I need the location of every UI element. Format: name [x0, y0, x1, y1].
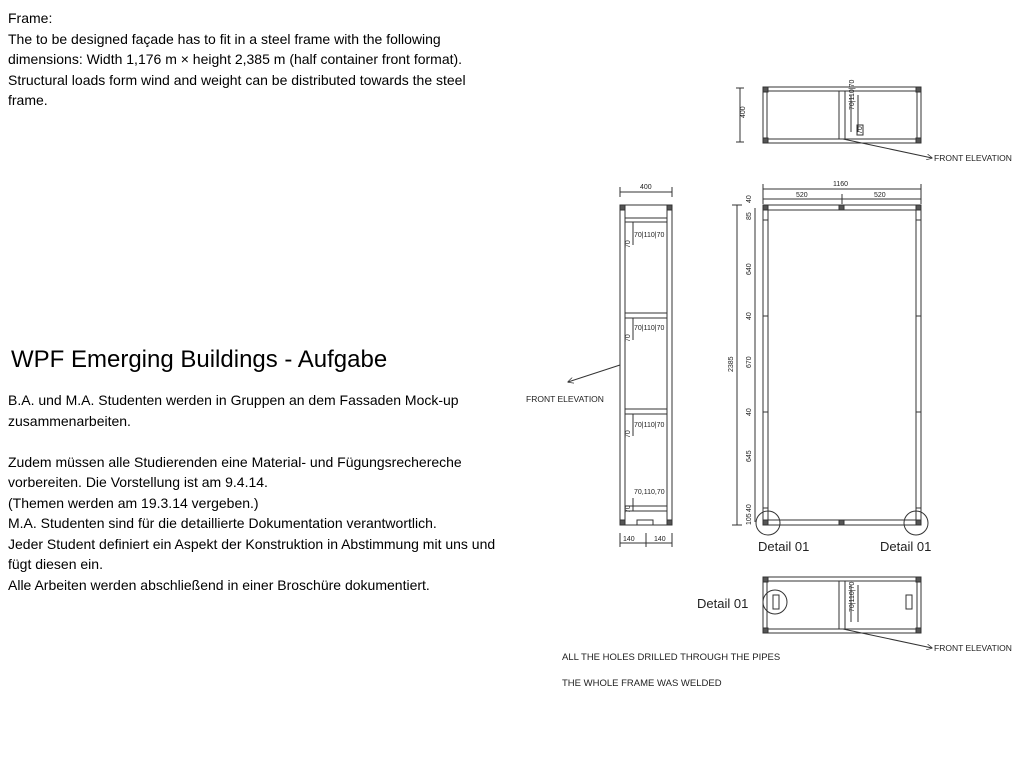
front-dim-670: 670 — [746, 356, 753, 368]
front-dim-1160: 1160 — [833, 181, 849, 188]
front-dim-85: 85 — [746, 212, 753, 220]
task-paragraph-4: M.A. Studenten sind für die detaillierte Dokumentation verantwortlich. — [8, 515, 437, 531]
side-dim-70-110-d: 70,110,70 — [634, 489, 665, 496]
top-plan-dim-400: 400 — [740, 106, 747, 118]
front-dim-40-b: 40 — [746, 312, 753, 320]
front-dim-520-right: 520 — [874, 192, 886, 199]
frame-text: The to be designed façade has to fit in a steel frame with the following dimensions: Width 1,176 m × height 2,385 m (half container front format). Structural loads form wind and weight can be distributed towards the steel frame. — [8, 30, 466, 108]
front-dim-520-left: 520 — [796, 192, 808, 199]
detail-label-right: Detail 01 — [880, 539, 932, 554]
bottom-plan-dim-70-110: 70|110|70 — [849, 581, 856, 612]
top-plan-view — [736, 87, 932, 158]
front-elevation-label-bottom: FRONT ELEVATION — [934, 643, 1012, 653]
side-dim-70-110-c: 70|110|70 — [634, 422, 665, 429]
top-plan-dim-70-110: 70|110|70 — [849, 79, 856, 110]
front-elevation-label-top: FRONT ELEVATION — [934, 153, 1012, 163]
top-plan-dim-70: 70 — [857, 126, 864, 134]
side-dim-400: 400 — [640, 184, 652, 191]
task-paragraph-6: Alle Arbeiten werden abschließend in einer Broschüre dokumentiert. — [8, 576, 430, 593]
task-paragraph-3: (Themen werden am 19.3.14 vergeben.) — [8, 494, 259, 511]
note-holes: ALL THE HOLES DRILLED THROUGH THE PIPES — [562, 652, 781, 663]
front-dim-105: 105 — [746, 513, 753, 525]
side-dim-70-110-a: 70|110|70 — [634, 232, 665, 239]
side-dim-70-c: 70 — [625, 430, 632, 438]
side-dim-70-a: 70 — [625, 240, 632, 248]
front-dim-645: 645 — [746, 450, 753, 462]
page-title: WPF Emerging Buildings - Aufgabe — [11, 346, 388, 373]
task-paragraph-5: Jeder Student definiert ein Aspekt der Konstruktion in Abstimmung mit uns und fügt diesen ein. — [8, 535, 496, 572]
side-dim-140-left: 140 — [623, 536, 635, 543]
side-dim-70-d: 70 — [625, 505, 632, 513]
front-dim-2385: 2385 — [728, 356, 735, 372]
frame-heading: Frame: — [8, 10, 53, 26]
front-dim-640: 640 — [746, 263, 753, 275]
front-dim-40-d: 40 — [746, 504, 753, 512]
front-dim-40-a: 40 — [746, 195, 753, 203]
side-dim-140-right: 140 — [654, 536, 666, 543]
detail-label-plan: Detail 01 — [697, 596, 749, 611]
front-dim-40-c: 40 — [746, 408, 753, 416]
task-paragraph-1: B.A. und M.A. Studenten werden in Gruppen an dem Fassaden Mock-up zusammenarbeiten. — [8, 392, 459, 429]
note-welded: THE WHOLE FRAME WAS WELDED — [562, 678, 722, 689]
bottom-plan-view — [763, 577, 932, 648]
front-elevation-label-side: FRONT ELEVATION — [526, 394, 604, 404]
detail-label-left: Detail 01 — [758, 539, 810, 554]
side-dim-70-b: 70 — [625, 334, 632, 342]
task-paragraph-2: Zudem müssen alle Studierenden eine Material- und Fügungsrechereche vorbereiten. Die Vorstellung ist am 9.4.14. — [8, 453, 462, 490]
front-elevation — [732, 184, 928, 535]
side-dim-70-110-b: 70|110|70 — [634, 325, 665, 332]
